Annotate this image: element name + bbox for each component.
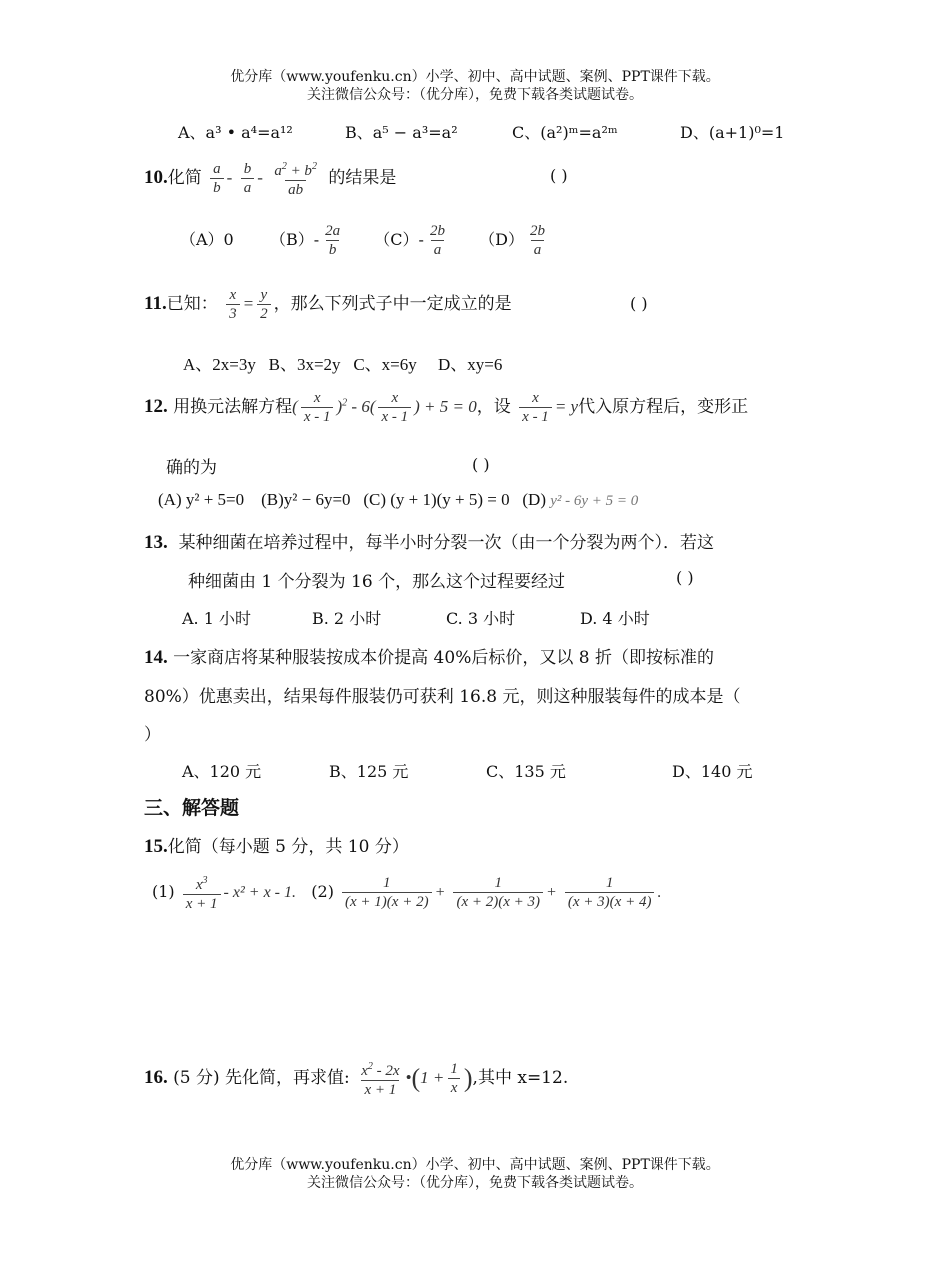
q10-frac-2a-b: $\frac{2a}{b}$ [325,223,341,258]
q15-frac-term-1: $\frac{1}{(x + 1)(x + 2)}$ [342,874,432,911]
q11-frac-x-3: $\frac{x}{3}$ [226,286,240,323]
q12-frac-x-x1-a: $\frac{x}{x - 1}$ [301,389,334,426]
q11-prefix: 已知： [166,294,218,314]
q10-options [180,222,551,259]
q12-option-d: (D) [522,490,546,509]
q12-text-2: ，设 [476,397,511,417]
q10-frac-a2b2-ab: $\frac{a^2 + b^2}{ab}$ [274,161,317,198]
q14-option-d: D、140 元 [672,762,753,781]
q13-text-2: 种细菌由 1 个分裂为 16 个，那么这个过程要经过 [188,572,566,592]
q13-option-d: D. 4 小时 [580,609,650,628]
q15-number: 15. [144,836,168,857]
q9-option-c: C、(a²)ᵐ=a²ᵐ [512,123,618,142]
q15-frac-x3-x1: $\frac{x^3}{x + 1}$ [183,872,221,913]
q11-frac-y-2: $\frac{y}{2}$ [257,286,271,323]
q16-frac-1-x: $\frac{1}{x}$ [447,1060,461,1097]
question-10: 10.化简 $\frac{a}{b}$ - $\frac{b}{a}$ - $\frac{a^2 + b^2}{ab}$ 的结果是 [144,158,396,199]
q15-part1-tail: - x² + x - 1. [223,884,296,901]
q13-text-1: 某种细菌在培养过程中，每半小时分裂一次（由一个分裂为两个）．若这 [178,533,715,553]
q10-frac-b-a: $\frac{b}{a}$ [241,160,255,197]
q10-answer-paren: ( ) [550,166,568,185]
q13-option-a: A. 1 小时 [182,609,251,628]
footer-line-1: 优分库（www.youfenku.cn）小学、初中、高中试题、案例、PPT课件下载。 [230,1157,720,1173]
question-14 [144,643,714,669]
q9-option-b: B、a⁵ − a³=a² [345,123,458,142]
question-13 [144,528,714,554]
q10-option-a: （A）0 [180,230,234,249]
question-12: 12. 用换元法解方程( $\frac{x}{x - 1}$ )$^2$ - 6( $\frac{x}{x - 1}$ ) + 5 = 0，设 $\frac{x}{x - 1}$ = y代入原方程后，变形正 [144,390,749,425]
q15-text: 化简（每小题 5 分，共 10 分） [167,837,409,857]
q12-option-a: (A) y² + 5=0 [158,490,245,509]
q9-option-a: A、a³ • a⁴=a¹² [178,123,293,142]
q15-parts: (1) $\frac{x^3}{x + 1}$ - x² + x - 1. (2) $\frac{1}{(x + 1)(x + 2)}$ + $\frac{1}{(x + 2)(x + 3)}$ + $\frac{1}{(x + 3)(x + 4)}$ . [152,872,661,913]
q14-text-1: 一家商店将某种服装按成本价提高 40%后标价，又以 8 折（即按标准的 [173,648,714,668]
q10-suffix: 的结果是 [328,168,397,188]
footer-line-2: 关注微信公众号：（优分库），免费下载各类试题试卷。 [307,1175,643,1191]
q14-option-c: C、135 元 [486,762,566,781]
q10-option-c: （C）- [374,230,424,249]
q13-option-b: B. 2 小时 [312,609,382,628]
q11-number: 11. [144,293,167,314]
q12-option-b: (B)y² − 6y=0 [261,490,351,509]
q12-text-1: 用换元法解方程 [173,397,293,417]
question-15 [144,832,409,858]
q11-option-d: D、xy=6 [438,355,503,374]
q13-option-c: C. 3 小时 [446,609,516,628]
q14-text-2: 80%）优惠卖出，结果每件服装仍可获利 16.8 元，则这种服装每件的成本是（ [144,687,741,707]
q16-frac-x2-2x-x1: $\frac{x^2 - 2x}{x + 1}$ [361,1061,400,1098]
question-16: 16. (5 分) 先化简，再求值: $\frac{x^2 - 2x}{x + 1}$ •(1 + $\frac{1}{x}$ ),其中 x=12. [144,1058,568,1099]
q12-option-c: (C) (y + 1)(y + 5) = 0 [363,490,510,509]
q16-text: (5 分) 先化简，再求值: [173,1068,350,1088]
q13-answer-paren: ( ) [676,568,694,587]
q12-answer-paren: ( ) [472,455,490,474]
q12-option-d-math: y² - 6y + 5 = 0 [550,493,639,509]
q11-suffix: ，那么下列式子中一定成立的是 [273,294,512,314]
q9-option-d: D、(a+1)⁰=1 [680,123,785,142]
q15-frac-term-3: $\frac{1}{(x + 3)(x + 4)}$ [565,874,655,911]
q10-option-b: （B）- [269,230,320,249]
q14-text-3: ） [144,725,161,745]
q12-options [158,490,638,510]
q14-number: 14. [144,647,168,668]
q16-number: 16. [144,1067,168,1088]
q14-option-a: A、120 元 [182,762,262,781]
q12-text-3: 代入原方程后，变形正 [578,397,749,417]
q10-option-d: （D） [479,230,524,249]
header-line-1: 优分库（www.youfenku.cn）小学、初中、高中试题、案例、PPT课件下载。 [230,69,720,85]
q15-part2-label: (2) [311,882,334,901]
q10-prefix: 化简 [167,168,202,188]
q12-frac-x-x1-b: $\frac{x}{x - 1}$ [378,389,411,426]
q16-tail: ,其中 x=12. [472,1068,569,1088]
q14-option-b: B、125 元 [329,762,409,781]
q11-options [183,350,502,375]
q11-option-a: A、2x=3y [183,355,256,374]
q12-frac-x-x1-c: $\frac{x}{x - 1}$ [519,389,552,426]
section-3-title: 三、解答题 [144,797,240,819]
q10-frac-a-b: $\frac{a}{b}$ [210,160,224,197]
q15-part1-label: (1) [152,882,175,901]
q10-number: 10. [144,167,168,188]
q15-frac-term-2: $\frac{1}{(x + 2)(x + 3)}$ [453,874,543,911]
q11-option-b: B、3x=2y [268,355,341,374]
question-11: 11.已知： $\frac{x}{3}$ = $\frac{y}{2}$ ，那么下列式子中一定成立的是 [144,287,512,322]
q11-option-c: C、x=6y [353,355,417,374]
q10-frac-2b-a-c: $\frac{2b}{a}$ [429,223,445,258]
q10-frac-2b-a-d: $\frac{2b}{a}$ [529,223,545,258]
q11-answer-paren: ( ) [630,294,648,313]
q12-number: 12. [144,396,168,417]
q13-number: 13. [144,532,168,553]
header-line-2: 关注微信公众号：（优分库），免费下载各类试题试卷。 [307,87,643,103]
q12-text-4: 确的为 [166,458,217,478]
